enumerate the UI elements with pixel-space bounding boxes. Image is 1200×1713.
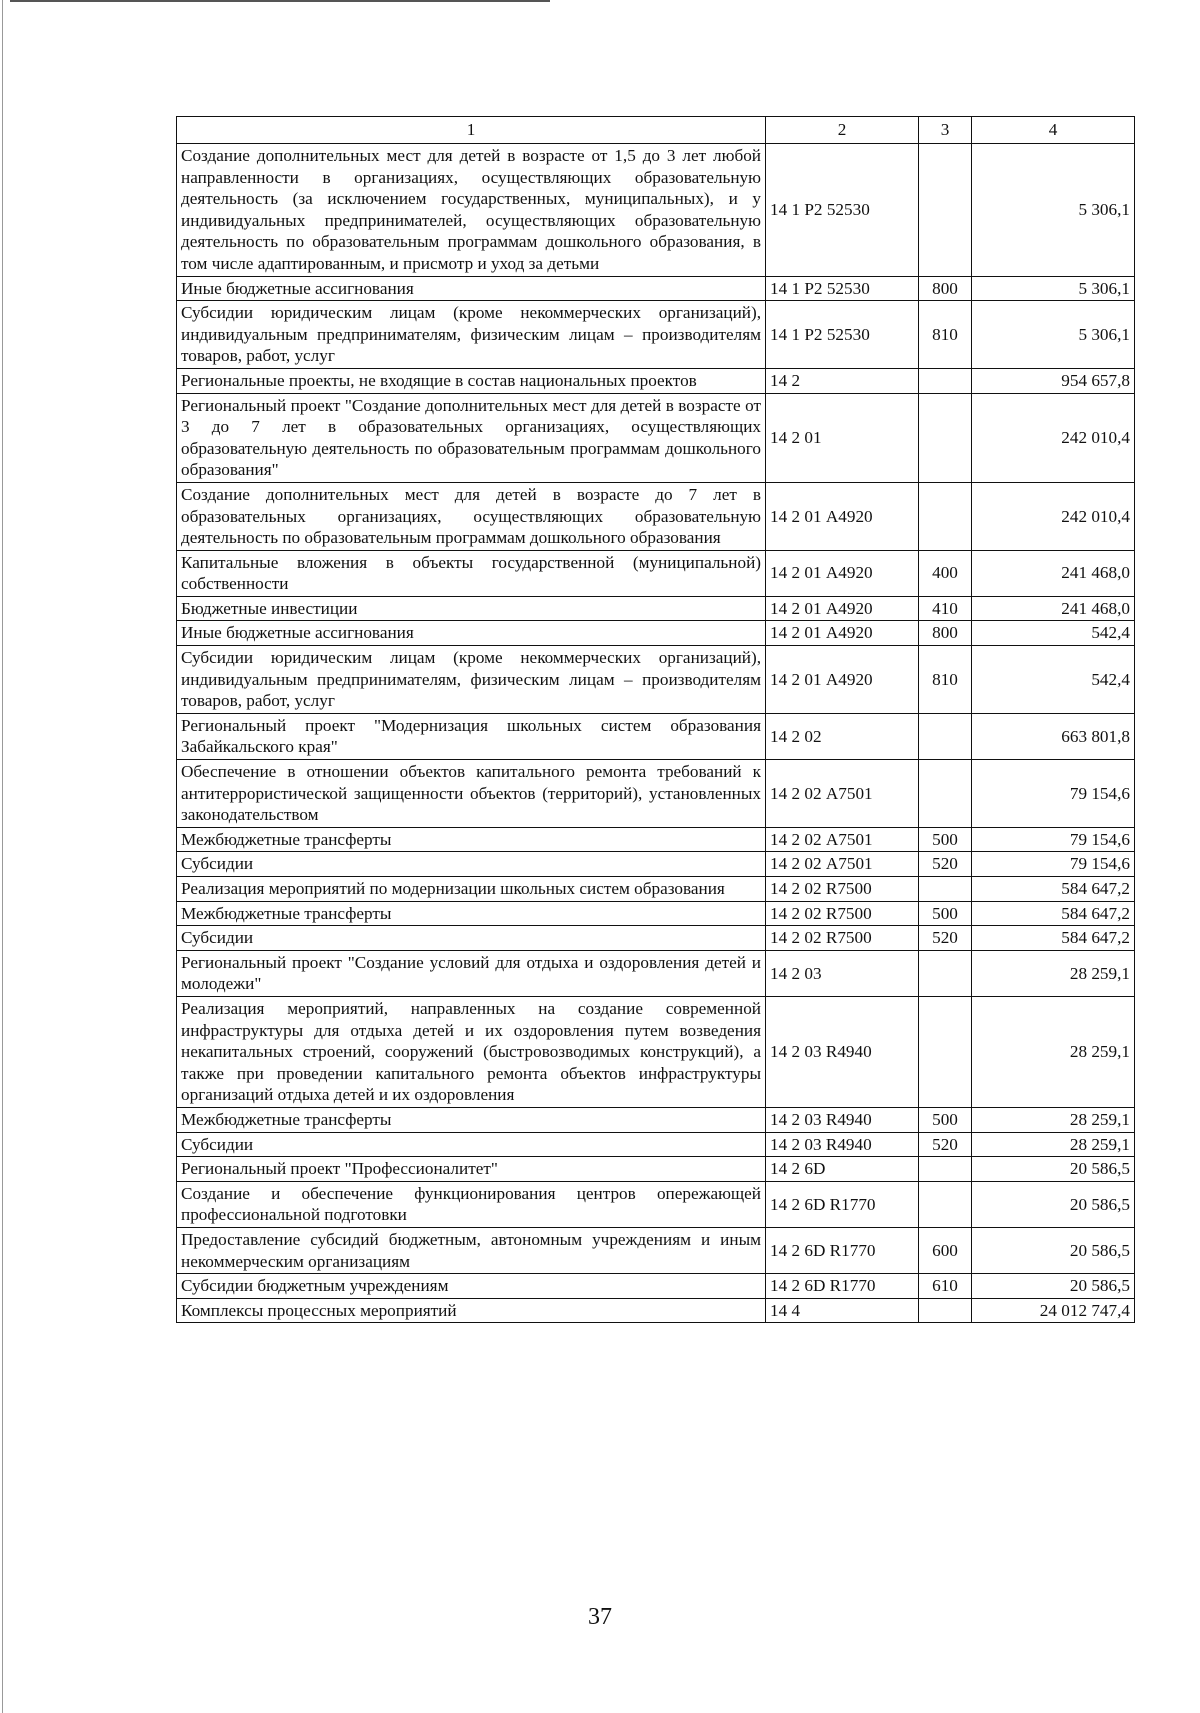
row-code-cell: 14 2 03 R4940 (766, 1132, 919, 1157)
row-name-cell: Межбюджетные трансферты (177, 1107, 766, 1132)
row-amount-cell: 5 306,1 (972, 144, 1135, 277)
row-amount-cell: 79 154,6 (972, 827, 1135, 852)
row-code-cell: 14 2 6D R1770 (766, 1181, 919, 1227)
table-row (177, 1181, 1135, 1227)
table-row (177, 482, 1135, 550)
row-name-cell: Комплексы процессных мероприятий (177, 1298, 766, 1323)
budget-table (176, 116, 1135, 1323)
row-type-cell: 800 (919, 621, 972, 646)
row-code-cell: 14 2 02 R7500 (766, 901, 919, 926)
row-name-cell: Субсидии бюджетным учреждениям (177, 1274, 766, 1299)
row-type-cell (919, 760, 972, 828)
header-col-4: 4 (972, 117, 1135, 144)
row-type-cell (919, 713, 972, 759)
table-row (177, 393, 1135, 482)
row-amount-cell: 954 657,8 (972, 368, 1135, 393)
row-name-cell: Капитальные вложения в объекты государственной (муниципальной) собственности (177, 550, 766, 596)
row-name-cell: Реализация мероприятий, направленных на создание современной инфраструктуры для отдыха детей и их оздоровления путем возведения некапитальных строений, сооружений (быстровозводимых конструкций), а также при проведении капитального ремонта объектов инфраструктуры организаций отдыха детей и их оздоровления (177, 996, 766, 1107)
row-name-cell: Иные бюджетные ассигнования (177, 621, 766, 646)
table-row (177, 877, 1135, 902)
row-amount-cell: 28 259,1 (972, 950, 1135, 996)
row-code-cell: 14 1 Р2 52530 (766, 276, 919, 301)
row-amount-cell: 584 647,2 (972, 901, 1135, 926)
row-type-cell: 500 (919, 901, 972, 926)
row-name-cell: Предоставление субсидий бюджетным, автономным учреждениям и иным некоммерческим организациям (177, 1227, 766, 1273)
table-row (177, 926, 1135, 951)
row-amount-cell: 584 647,2 (972, 877, 1135, 902)
row-type-cell: 810 (919, 646, 972, 714)
table-row (177, 713, 1135, 759)
row-amount-cell: 242 010,4 (972, 393, 1135, 482)
row-amount-cell: 79 154,6 (972, 852, 1135, 877)
row-name-cell: Обеспечение в отношении объектов капитального ремонта требований к антитеррористической защищенности объектов (территорий), установленных законодательством (177, 760, 766, 828)
table-body (177, 144, 1135, 1323)
row-amount-cell: 20 586,5 (972, 1274, 1135, 1299)
row-type-cell (919, 1298, 972, 1323)
table-row (177, 852, 1135, 877)
table-row (177, 827, 1135, 852)
table-row (177, 1132, 1135, 1157)
row-amount-cell: 28 259,1 (972, 1132, 1135, 1157)
row-type-cell: 400 (919, 550, 972, 596)
row-code-cell: 14 2 02 R7500 (766, 877, 919, 902)
row-type-cell: 500 (919, 1107, 972, 1132)
row-type-cell: 810 (919, 301, 972, 369)
header-col-1: 1 (177, 117, 766, 144)
scan-top-rule (10, 0, 550, 2)
row-type-cell: 500 (919, 827, 972, 852)
row-type-cell: 520 (919, 1132, 972, 1157)
table-row (177, 550, 1135, 596)
table-row (177, 276, 1135, 301)
header-col-2: 2 (766, 117, 919, 144)
row-name-cell: Иные бюджетные ассигнования (177, 276, 766, 301)
row-name-cell: Создание дополнительных мест для детей в возрасте от 1,5 до 3 лет любой направленности в организациях, осуществляющих образовательную деятельность (за исключением государственных, муниципальных), и у индивидуальных предпринимателей, осуществляющих образовательную деятельность по образовательным программам дошкольного образования, в том числе адаптированным, и присмотр и уход за детьми (177, 144, 766, 277)
row-code-cell: 14 2 01 А4920 (766, 596, 919, 621)
row-code-cell: 14 2 02 R7500 (766, 926, 919, 951)
table-row (177, 368, 1135, 393)
row-name-cell: Субсидии юридическим лицам (кроме некоммерческих организаций), индивидуальным предпринимателям, физическим лицам – производителям товаров, работ, услуг (177, 301, 766, 369)
row-amount-cell: 241 468,0 (972, 550, 1135, 596)
row-code-cell: 14 2 01 А4920 (766, 550, 919, 596)
row-amount-cell: 542,4 (972, 646, 1135, 714)
row-name-cell: Создание и обеспечение функционирования центров опережающей профессиональной подготовки (177, 1181, 766, 1227)
row-type-cell (919, 368, 972, 393)
row-code-cell: 14 2 03 R4940 (766, 996, 919, 1107)
row-type-cell: 610 (919, 1274, 972, 1299)
table-row (177, 1298, 1135, 1323)
row-type-cell (919, 950, 972, 996)
row-amount-cell: 663 801,8 (972, 713, 1135, 759)
row-name-cell: Субсидии (177, 926, 766, 951)
row-code-cell: 14 1 Р2 52530 (766, 301, 919, 369)
row-name-cell: Создание дополнительных мест для детей в возрасте до 7 лет в образовательных организациях, осуществляющих образовательную деятельность по образовательным программам дошкольного образования (177, 482, 766, 550)
row-name-cell: Бюджетные инвестиции (177, 596, 766, 621)
row-code-cell: 14 1 Р2 52530 (766, 144, 919, 277)
row-code-cell: 14 2 02 А7501 (766, 852, 919, 877)
row-amount-cell: 79 154,6 (972, 760, 1135, 828)
row-type-cell: 520 (919, 852, 972, 877)
table-row (177, 1157, 1135, 1182)
row-type-cell (919, 877, 972, 902)
row-type-cell: 410 (919, 596, 972, 621)
row-type-cell (919, 996, 972, 1107)
table-row (177, 901, 1135, 926)
row-amount-cell: 584 647,2 (972, 926, 1135, 951)
row-name-cell: Региональный проект "Профессионалитет" (177, 1157, 766, 1182)
table-row (177, 646, 1135, 714)
row-name-cell: Региональный проект "Создание дополнительных мест для детей в возрасте от 3 до 7 лет в образовательных организациях, осуществляющих образовательную деятельность по образовательным программам дошкольного образования" (177, 393, 766, 482)
row-code-cell: 14 2 6D (766, 1157, 919, 1182)
row-code-cell: 14 2 01 А4920 (766, 646, 919, 714)
table-row (177, 144, 1135, 277)
row-amount-cell: 20 586,5 (972, 1181, 1135, 1227)
table-row (177, 760, 1135, 828)
row-type-cell: 600 (919, 1227, 972, 1273)
table-row (177, 1274, 1135, 1299)
table-row (177, 950, 1135, 996)
row-code-cell: 14 2 03 R4940 (766, 1107, 919, 1132)
row-type-cell (919, 1157, 972, 1182)
row-code-cell: 14 2 02 А7501 (766, 760, 919, 828)
row-type-cell (919, 1181, 972, 1227)
table-row (177, 1227, 1135, 1273)
header-col-3: 3 (919, 117, 972, 144)
row-type-cell (919, 144, 972, 277)
row-name-cell: Региональный проект "Создание условий для отдыха и оздоровления детей и молодежи" (177, 950, 766, 996)
row-name-cell: Межбюджетные трансферты (177, 827, 766, 852)
row-code-cell: 14 2 01 А4920 (766, 482, 919, 550)
row-amount-cell: 24 012 747,4 (972, 1298, 1135, 1323)
row-type-cell: 520 (919, 926, 972, 951)
row-code-cell: 14 2 6D R1770 (766, 1274, 919, 1299)
row-name-cell: Субсидии (177, 852, 766, 877)
row-amount-cell: 28 259,1 (972, 1107, 1135, 1132)
row-amount-cell: 5 306,1 (972, 276, 1135, 301)
table-row (177, 996, 1135, 1107)
row-code-cell: 14 2 03 (766, 950, 919, 996)
page-number: 37 (588, 1604, 612, 1630)
row-name-cell: Региональные проекты, не входящие в состав национальных проектов (177, 368, 766, 393)
row-code-cell: 14 2 02 (766, 713, 919, 759)
row-amount-cell: 20 586,5 (972, 1227, 1135, 1273)
row-code-cell: 14 2 01 (766, 393, 919, 482)
scan-left-edge (2, 0, 3, 1713)
row-type-cell (919, 482, 972, 550)
row-code-cell: 14 2 (766, 368, 919, 393)
row-name-cell: Региональный проект "Модернизация школьных систем образования Забайкальского края" (177, 713, 766, 759)
row-amount-cell: 241 468,0 (972, 596, 1135, 621)
table-row (177, 301, 1135, 369)
row-code-cell: 14 2 01 А4920 (766, 621, 919, 646)
row-amount-cell: 242 010,4 (972, 482, 1135, 550)
table-row (177, 596, 1135, 621)
row-amount-cell: 5 306,1 (972, 301, 1135, 369)
row-code-cell: 14 4 (766, 1298, 919, 1323)
row-type-cell: 800 (919, 276, 972, 301)
table-row (177, 621, 1135, 646)
row-name-cell: Субсидии юридическим лицам (кроме некоммерческих организаций), индивидуальным предпринимателям, физическим лицам – производителям товаров, работ, услуг (177, 646, 766, 714)
table-header-row (177, 117, 1135, 144)
row-amount-cell: 542,4 (972, 621, 1135, 646)
row-type-cell (919, 393, 972, 482)
row-name-cell: Субсидии (177, 1132, 766, 1157)
row-amount-cell: 28 259,1 (972, 996, 1135, 1107)
row-amount-cell: 20 586,5 (972, 1157, 1135, 1182)
row-code-cell: 14 2 6D R1770 (766, 1227, 919, 1273)
table-row (177, 1107, 1135, 1132)
row-name-cell: Межбюджетные трансферты (177, 901, 766, 926)
row-code-cell: 14 2 02 А7501 (766, 827, 919, 852)
row-name-cell: Реализация мероприятий по модернизации школьных систем образования (177, 877, 766, 902)
